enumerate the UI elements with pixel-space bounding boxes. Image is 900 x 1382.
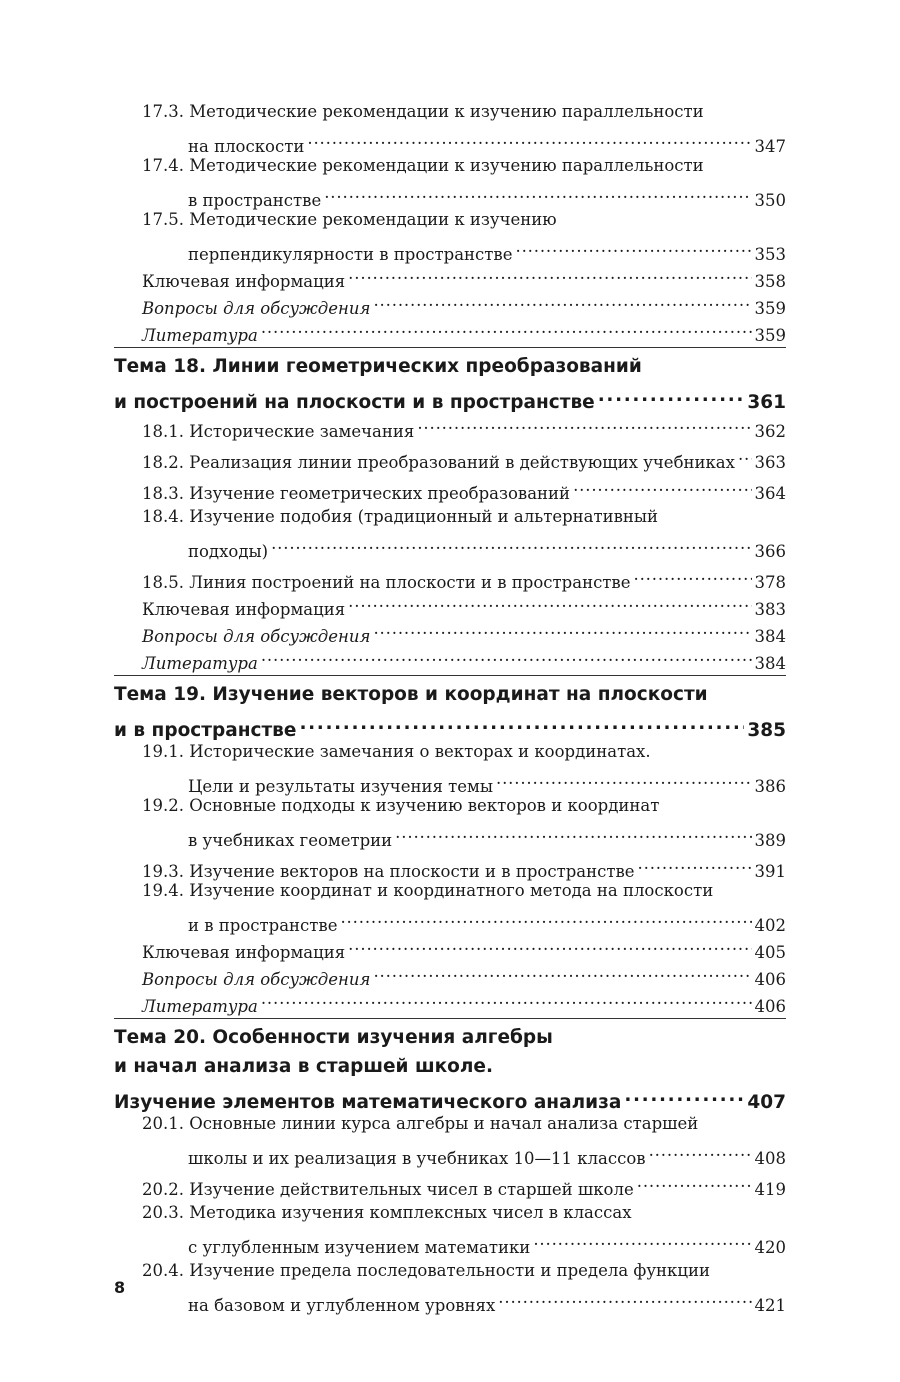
toc-entry-title: 20.4. Изучение предела последовательности и предела функции (142, 1261, 710, 1280)
leader-dots (638, 850, 752, 877)
toc-page-number: 362 (754, 422, 786, 441)
toc-entry-19-1 (114, 738, 786, 796)
toc-page-number: 389 (754, 831, 786, 850)
leader-dots (395, 819, 751, 846)
toc-page-number: 406 (754, 970, 786, 989)
toc-entry-title: Цели и результаты изучения темы (188, 777, 493, 796)
toc-entry-title: 18.2. Реализация линии преобразований в действующих учебниках (142, 453, 735, 472)
leader-dots (373, 287, 751, 314)
toc-entry-title: 17.5. (142, 210, 184, 229)
toc-page-number: 405 (754, 943, 786, 962)
topic-title: Тема 20. Особенности изучения алгебры (114, 1027, 553, 1048)
toc-entry-title: в учебниках геометрии (188, 831, 393, 850)
toc-entry-title: 19.3. Изучение векторов на плоскости и в пространстве (142, 862, 635, 881)
leader-dots (533, 1226, 751, 1253)
toc-entry-title: 17.3. (142, 102, 184, 121)
toc-page-number: 385 (747, 720, 786, 741)
toc-page-number: 421 (754, 1296, 786, 1315)
toc-entry-title: Вопросы для обсуждения (142, 970, 371, 989)
toc-page-number: 363 (754, 453, 786, 472)
toc-entry-17-3 (114, 98, 786, 156)
leader-dots (515, 233, 751, 260)
leader-dots (738, 441, 752, 468)
leader-dots (340, 904, 751, 931)
toc-entry-title: Ключевая информация (142, 600, 346, 619)
toc-entry-title: 18.1. Исторические замечания (142, 422, 415, 441)
toc-entry-title: Методические рекомендации к изучению параллельности (189, 156, 704, 175)
page-number: 8 (114, 1278, 126, 1297)
toc-page-number: 347 (754, 137, 786, 156)
toc-page-number: 407 (747, 1092, 786, 1113)
toc-entry-20-2 (114, 1168, 786, 1199)
leader-dots (271, 530, 751, 557)
toc-entry-title: 19.4. Изучение координат и координатного метода на плоскости (142, 881, 714, 900)
toc-entry-19-2 (114, 792, 786, 850)
topic-title: Тема 18. Линии геометрических преобразований (114, 356, 642, 377)
leader-dots (496, 765, 752, 792)
leader-dots (649, 1137, 752, 1164)
toc-topic-19 (114, 675, 786, 741)
leader-dots (348, 931, 751, 958)
toc-entry-title: 17.4. (142, 156, 184, 175)
leader-dots (348, 588, 751, 615)
toc-entry-19-4 (114, 877, 786, 935)
toc-page-number: 350 (754, 191, 786, 210)
toc-topic-18 (114, 347, 786, 413)
toc-entry-title: перпендикулярности в пространстве (188, 245, 513, 264)
topic-title: и в пространстве (114, 720, 297, 741)
leader-dots (373, 615, 751, 642)
toc-entry-title: 18.3. Изучение геометрических преобразований (142, 484, 571, 503)
toc-page-number: 402 (754, 916, 786, 935)
toc-page-number: 361 (747, 392, 786, 413)
toc-entry-title: на базовом и углубленном уровнях (188, 1296, 496, 1315)
leader-dots (261, 314, 752, 341)
toc-entry-title: школы и их реализация в учебниках 10—11 классов (188, 1149, 646, 1168)
toc-page-number: 419 (754, 1180, 786, 1199)
leader-dots (348, 260, 751, 287)
toc-entry-18-3 (114, 472, 786, 503)
toc-page-number: 384 (754, 654, 786, 673)
toc-entry-18-5 (114, 561, 786, 592)
toc-page-number: 406 (754, 997, 786, 1016)
toc-entry-20-1 (114, 1110, 786, 1168)
toc-page-number: 391 (754, 862, 786, 881)
toc-entry-18-2 (114, 441, 786, 472)
toc-page-number: 378 (754, 573, 786, 592)
leader-dots (624, 1081, 744, 1108)
topic-title: и построений на плоскости и в пространстве (114, 392, 595, 413)
toc-page-number: 359 (754, 326, 786, 345)
toc-entry-title: 20.2. Изучение действительных чисел в старшей школе (142, 1180, 634, 1199)
leader-dots (637, 1168, 752, 1195)
toc-page-number: 384 (754, 627, 786, 646)
toc-page-number: 364 (754, 484, 786, 503)
toc-entry-17-4 (114, 152, 786, 210)
toc-entry-title: 20.1. Основные линии курса алгебры и начал анализа старшей (142, 1114, 699, 1133)
toc-entry-title: Литература (142, 997, 258, 1016)
toc-entry-title: и в пространстве (188, 916, 338, 935)
leader-dots (324, 179, 751, 206)
topic-title: Изучение элементов математического анализа (114, 1092, 622, 1113)
toc-page-number: 358 (754, 272, 786, 291)
leader-dots (261, 985, 752, 1012)
toc-entry-title: 19.2. Основные подходы к изучению векторов и координат (142, 796, 660, 815)
toc-entry-title: в пространстве (188, 191, 322, 210)
leader-dots (598, 381, 745, 408)
leader-dots (299, 709, 744, 736)
toc-entry-title: подходы) (188, 542, 269, 561)
toc-entry-title: Вопросы для обсуждения (142, 627, 371, 646)
table-of-contents (114, 98, 786, 1315)
toc-entry-title: с углубленным изучением математики (188, 1238, 531, 1257)
toc-entry-title: 18.5. Линия построений на плоскости и в пространстве (142, 573, 631, 592)
toc-entry-20-3 (114, 1199, 786, 1257)
toc-entry-20-4 (114, 1257, 786, 1315)
toc-page-number: 408 (754, 1149, 786, 1168)
leader-dots (634, 561, 752, 588)
leader-dots (498, 1284, 751, 1311)
toc-entry-title: 18.4. Изучение подобия (традиционный и альтернативный (142, 507, 659, 526)
topic-title: и начал анализа в старшей школе. (114, 1056, 493, 1077)
toc-entry-title: Методические рекомендации к изучению параллельности (189, 102, 704, 121)
toc-entry-18-4 (114, 503, 786, 561)
leader-dots (261, 642, 752, 669)
toc-topic-20 (114, 1018, 786, 1113)
toc-page-number: 420 (754, 1238, 786, 1257)
toc-page-number: 359 (754, 299, 786, 318)
toc-page-number: 353 (754, 245, 786, 264)
toc-entry-title: Вопросы для обсуждения (142, 299, 371, 318)
toc-entry-title: Методические рекомендации к изучению (189, 210, 557, 229)
leader-dots (373, 958, 751, 985)
toc-entry-17-5 (114, 206, 786, 264)
toc-page-number: 383 (754, 600, 786, 619)
toc-entry-title: на плоскости (188, 137, 305, 156)
toc-entry-19-3 (114, 850, 786, 881)
topic-title: Тема 19. Изучение векторов и координат на плоскости (114, 684, 708, 705)
toc-page-number: 386 (754, 777, 786, 796)
toc-entry-title: Ключевая информация (142, 272, 346, 291)
leader-dots (307, 125, 751, 152)
toc-entry-title: Ключевая информация (142, 943, 346, 962)
toc-entry-title: Литература (142, 654, 258, 673)
leader-dots (417, 410, 751, 437)
leader-dots (573, 472, 751, 499)
toc-entry-title: Литература (142, 326, 258, 345)
toc-entry-title: 20.3. Методика изучения комплексных чисел в классах (142, 1203, 632, 1222)
toc-entry-title: 19.1. Исторические замечания о векторах и координатах. (142, 742, 651, 761)
toc-page-number: 366 (754, 542, 786, 561)
